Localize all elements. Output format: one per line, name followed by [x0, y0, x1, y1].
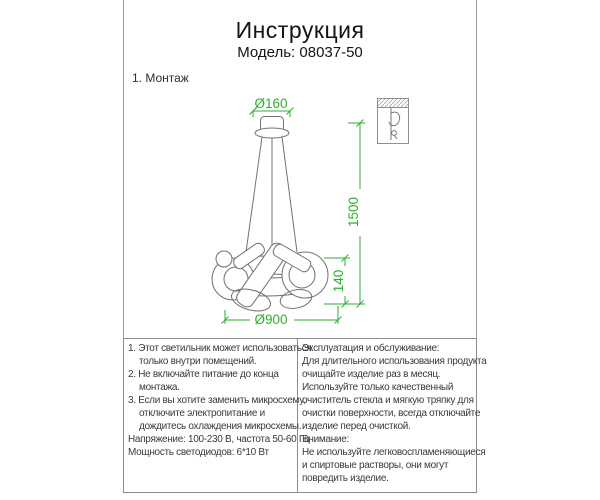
suspension-cords	[246, 137, 297, 252]
note-line: Эксплуатация и обслуживание:	[302, 343, 440, 354]
section-heading: 1. Монтаж	[132, 71, 189, 85]
model-line: Модель: 08037-50	[237, 44, 363, 61]
note-line: монтажа.	[139, 382, 180, 393]
dim-body-height-label: 140	[331, 269, 346, 293]
note-line: Используйте только качественный	[302, 382, 454, 393]
page-title: Инструкция	[235, 17, 365, 43]
note-line: Внимание:	[302, 434, 349, 445]
header	[124, 17, 476, 61]
note-line: очиститель стекла и мягкую тряпку для	[302, 395, 474, 406]
note-line: Мощность светодиодов: 6*10 Вт	[128, 447, 269, 458]
canopy	[255, 117, 289, 139]
note-line: 1. Этот светильник может использоваться	[128, 343, 312, 354]
note-line: Напряжение: 100-230 В, частота 50-60 Гц	[128, 434, 310, 445]
note-line: повредить изделие.	[302, 473, 389, 484]
note-line: Не используйте легковоспламеняющиеся	[302, 447, 486, 458]
note-line: очистки поверхности, всегда отключайте	[302, 408, 481, 419]
note-line: отключите электропитание и	[139, 408, 265, 419]
maintenance-notes-box	[298, 339, 487, 492]
note-line: очищайте изделие раз в месяц.	[302, 369, 441, 380]
installation-diagram	[140, 90, 430, 335]
note-line: и спиртовые растворы, они могут	[302, 460, 449, 471]
note-line: 2. Не включайте питание до конца	[128, 369, 279, 380]
note-line: дождитесь охлаждения микросхемы.	[139, 421, 302, 432]
note-line: изделие перед очисткой.	[302, 421, 411, 432]
note-line: 3. Если вы хотите заменить микросхему,	[128, 395, 306, 406]
lamp-body	[212, 240, 328, 314]
ceiling-mount-inset	[378, 99, 409, 144]
notes-section	[123, 338, 487, 493]
dim-bottom-diameter-label: Ø900	[254, 312, 288, 327]
dim-drop-height-label: 1500	[346, 196, 361, 228]
note-line: только внутри помещений.	[139, 356, 257, 367]
safety-notes-box	[124, 339, 312, 492]
dim-top-diameter-label: Ø160	[254, 96, 288, 111]
note-line: Для длительного использования продукта	[302, 356, 487, 367]
